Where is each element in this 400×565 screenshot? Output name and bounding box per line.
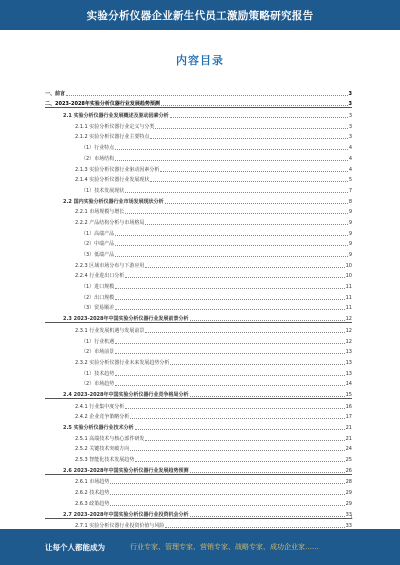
toc-entry-page: 24 <box>345 446 352 453</box>
toc-leader-dots <box>66 94 348 96</box>
toc-leader-dots <box>170 116 348 118</box>
toc-entry-label: 2.1.3 实验分析仪器行业驱动因素分析 <box>75 166 160 173</box>
toc-leader-dots <box>110 504 344 506</box>
toc-leader-dots <box>115 374 344 376</box>
report-header <box>0 0 400 30</box>
toc-entry-label: （1）高端产品 <box>81 230 115 237</box>
toc-entry[interactable] <box>45 399 352 410</box>
toc-entry-label: （3）低端产品 <box>81 252 115 258</box>
toc-leader-dots <box>115 342 344 344</box>
toc-leader-dots <box>150 137 347 139</box>
toc-leader-dots <box>145 223 347 225</box>
toc-entry[interactable] <box>45 140 352 151</box>
toc-leader-dots <box>150 180 347 182</box>
toc-entry-label: 2.6 2023-2028年中国实验分析仪器行业发展趋势预测 <box>63 467 189 474</box>
toc-entry-label: 二、2023-2028年实验分析仪器行业发展趋势预测 <box>45 101 160 108</box>
toc-leader-dots <box>160 170 347 172</box>
toc-entry-label: 2.2.4 行业进出口分析 <box>75 273 125 280</box>
toc-entry-label: 2.6.1 市场趋势 <box>75 479 110 486</box>
toc-entry-page: 21 <box>345 435 352 442</box>
toc-leader-dots <box>115 234 348 236</box>
toc-entry[interactable] <box>45 431 352 442</box>
toc-entry-label: （2）中端产品 <box>81 241 115 248</box>
toc-entry[interactable] <box>45 420 352 431</box>
toc-entry-page: 11 <box>345 294 352 301</box>
toc-entry-label: 2.3.1 行业发展机遇与发展前景 <box>75 327 145 334</box>
toc-entry-page: 4 <box>348 166 352 173</box>
toc-leader-dots <box>135 428 345 430</box>
toc-entry[interactable] <box>45 205 352 216</box>
toc-entry[interactable] <box>45 279 352 290</box>
toc-leader-dots <box>165 526 344 528</box>
toc-entry-page: 8 <box>348 198 352 205</box>
toc-leader-dots <box>155 127 347 129</box>
toc-entry-label: （2）出口规模 <box>81 294 115 301</box>
toc-leader-dots <box>135 460 344 462</box>
toc-entry-page: 13 <box>345 359 352 366</box>
toc-entry-page: 9 <box>348 230 352 237</box>
toc-entry-page: 4 <box>348 145 352 152</box>
toc-entry[interactable] <box>45 334 352 345</box>
toc-entry-page: 13 <box>345 349 352 356</box>
toc-entry[interactable] <box>45 355 352 366</box>
toc-entry-label: （1）行业特点 <box>81 145 115 152</box>
toc-leader-dots <box>110 482 344 484</box>
toc-entry-page: 29 <box>345 490 352 497</box>
toc-entry[interactable] <box>45 496 352 507</box>
toc-entry-label: （2）市场趋势 <box>81 381 115 388</box>
toc-entry-label: （3）贸易顺差 <box>81 305 115 312</box>
toc-entry-page: 7 <box>348 187 352 194</box>
toc-entry-label: 2.2.3 区域市场分布与下游应用 <box>75 262 145 269</box>
toc-entry-page: 10 <box>345 273 352 280</box>
toc-leader-dots <box>115 255 348 257</box>
toc-entry-page: 16 <box>345 403 352 410</box>
toc-entry[interactable] <box>45 151 352 162</box>
toc-entry[interactable] <box>45 311 352 323</box>
toc-entry[interactable] <box>45 173 352 184</box>
toc-entry[interactable] <box>45 130 352 141</box>
toc-entry[interactable] <box>45 119 352 130</box>
toc-entry-page: 3 <box>348 90 352 97</box>
toc-entry-page: 11 <box>345 284 352 291</box>
report-title: 实验分析仪器企业新生代员工激励策略研究报告 <box>86 10 314 22</box>
toc-leader-dots <box>115 244 348 246</box>
toc-entry-page: 26 <box>345 467 352 474</box>
toc-entry-label: 2.5.1 高端技术与核心部件研发 <box>75 435 145 442</box>
toc-entry-label: 一、前言 <box>45 90 66 97</box>
toc-entry-page: 12 <box>345 327 352 334</box>
toc-leader-dots <box>190 395 345 397</box>
toc-entry-page: 9 <box>348 252 352 258</box>
toc-entry-page: 10 <box>345 262 352 269</box>
toc-entry[interactable] <box>45 366 352 377</box>
toc-entry-label: （1）技术趋势 <box>81 370 115 377</box>
toc-entry-label: 2.2.2 产品结构分析与市场格局 <box>75 219 145 226</box>
toc-leader-dots <box>145 439 344 441</box>
toc-entry-label: 2.4.2 企业竞争策略分析 <box>75 414 130 421</box>
toc-entry-label: （1）技术发展现状 <box>81 187 125 194</box>
toc-entry-page: 3 <box>348 134 352 141</box>
toc-entry-page: 12 <box>345 316 352 323</box>
toc-entry[interactable] <box>45 290 352 301</box>
toc-entry[interactable] <box>45 323 352 334</box>
toc-entry-page: 14 <box>345 381 352 388</box>
toc-entry-page: 13 <box>345 370 352 377</box>
toc-leader-dots <box>115 308 344 310</box>
toc-entry-page: 12 <box>345 338 352 345</box>
toc-entry-page: 33 <box>345 523 352 530</box>
footer-tags: 行业专家、管理专家、营销专家、战略专家、成功企业家…… <box>130 543 319 551</box>
toc-entry[interactable] <box>45 226 352 237</box>
toc-entry-label: 2.4.1 行业集中度分析 <box>75 403 125 410</box>
toc-entry[interactable] <box>45 301 352 312</box>
toc-entry-page: 5 <box>348 177 352 184</box>
toc-leader-dots <box>115 298 344 300</box>
toc-entry[interactable] <box>45 183 352 194</box>
toc-leader-dots <box>130 417 344 419</box>
toc-leader-dots <box>125 212 348 214</box>
toc-entry-page: 33 <box>345 511 352 518</box>
report-footer <box>0 529 400 565</box>
toc-entry[interactable] <box>45 485 352 496</box>
toc-entry[interactable] <box>45 247 352 258</box>
toc-leader-dots <box>115 159 348 161</box>
toc-entry-label: 2.2 国内实验分析仪器行业市场发展现状分析 <box>63 198 164 205</box>
toc-entry-label: 2.1.2 实验分析仪器行业主要特点 <box>75 134 150 141</box>
toc-entry[interactable] <box>45 345 352 356</box>
toc-entry-page: 11 <box>345 305 352 312</box>
toc-entry-label: 2.5 实验分析仪器行业技术分析 <box>63 425 134 431</box>
toc-entry-page: 4 <box>348 155 352 162</box>
toc-entry-label: 2.7 2023-2028年中国实验分析仪器行业投资机会分析 <box>63 511 189 518</box>
toc-entry-label: 2.3.2 实验分析仪器行业未来发展趋势分析 <box>75 359 170 366</box>
toc-leader-dots <box>170 363 344 365</box>
toc-leader-dots <box>125 191 348 193</box>
toc-title: 内容目录 <box>176 54 224 67</box>
toc-entry-label: （1）行业机遇 <box>81 338 115 345</box>
toc-entry-label: 2.2.1 市场规模与增长 <box>75 209 125 216</box>
toc-leader-dots <box>115 352 344 354</box>
toc-entry-label: （1）进口规模 <box>81 284 115 291</box>
toc-entry-label: （2）市场结构 <box>81 155 115 162</box>
toc-entry-label: 2.5.2 关键技术突破方向 <box>75 446 130 453</box>
toc-entry[interactable] <box>45 377 352 388</box>
toc-leader-dots <box>145 266 344 268</box>
toc-entry-label: 2.1.4 实验分析仪器行业发展现状 <box>75 177 150 184</box>
toc-leader-dots <box>190 471 345 473</box>
page-number: 1 <box>349 515 353 521</box>
toc-entry-label: 2.4 2023-2028年中国实验分析仪器行业竞争格局分析 <box>63 391 189 398</box>
toc-entry[interactable] <box>45 410 352 421</box>
toc-entry-page: 25 <box>345 457 352 464</box>
toc-leader-dots <box>115 384 344 386</box>
toc-entry-label: 2.7.1 实验分析仪器行业投资价值与风险 <box>75 523 165 530</box>
toc-leader-dots <box>110 493 344 495</box>
toc-leader-dots <box>130 449 344 451</box>
toc-entry-page: 3 <box>348 113 352 120</box>
toc-entry[interactable] <box>45 194 352 205</box>
toc-entry-label: 2.6.3 政策趋势 <box>75 500 110 507</box>
toc-leader-dots <box>115 148 348 150</box>
toc-entry[interactable] <box>45 108 352 119</box>
toc-entry[interactable] <box>45 97 352 109</box>
toc-entry-page: 3 <box>348 101 352 108</box>
toc-leader-dots <box>161 104 348 106</box>
toc-entry-page: 17 <box>345 414 352 421</box>
toc-leader-dots <box>125 407 344 409</box>
toc-entry[interactable] <box>45 237 352 248</box>
toc-entry-page: 9 <box>348 209 352 216</box>
toc-entry-label: 2.3 2023-2028年中国实验分析仪器行业发展前景分析 <box>63 316 189 323</box>
toc-entry-page: 9 <box>348 219 352 226</box>
toc-entry-label: 2.1 实验分析仪器行业发展概述及驱动因素分析 <box>63 113 169 120</box>
toc-entry-label: （2）市场前景 <box>81 349 115 356</box>
toc-leader-dots <box>190 319 345 321</box>
toc-entry[interactable] <box>45 442 352 453</box>
toc-entry[interactable] <box>45 162 352 173</box>
toc-entry-page: 21 <box>345 425 352 431</box>
toc-leader-dots <box>165 202 348 204</box>
toc-entry[interactable] <box>45 519 352 530</box>
toc-entry-page: 28 <box>345 479 352 486</box>
toc-leader-dots <box>190 515 345 517</box>
toc-entry-label: 2.5.3 智能化技术发展趋势 <box>75 457 135 464</box>
toc-entry[interactable] <box>45 215 352 226</box>
toc-entry-label: 2.6.2 技术趋势 <box>75 490 110 497</box>
toc-entry[interactable] <box>45 475 352 486</box>
toc-leader-dots <box>125 276 344 278</box>
table-of-contents <box>45 86 352 529</box>
toc-leader-dots <box>145 331 344 333</box>
toc-entry-page: 15 <box>345 391 352 398</box>
toc-entry[interactable] <box>45 507 352 519</box>
toc-entry-label: 2.1.1 实验分析仪器行业定义与分类 <box>75 123 155 130</box>
toc-entry[interactable] <box>45 452 352 463</box>
toc-leader-dots <box>115 287 344 289</box>
toc-entry[interactable] <box>45 269 352 280</box>
toc-entry-page: 3 <box>348 123 352 130</box>
toc-entry[interactable] <box>45 463 352 475</box>
footer-slogan: 让每个人都能成为 <box>45 543 105 552</box>
toc-entry-page: 29 <box>345 500 352 507</box>
toc-entry[interactable] <box>45 258 352 269</box>
toc-entry[interactable] <box>45 387 352 399</box>
toc-entry-page: 9 <box>348 241 352 248</box>
toc-entry[interactable] <box>45 86 352 97</box>
